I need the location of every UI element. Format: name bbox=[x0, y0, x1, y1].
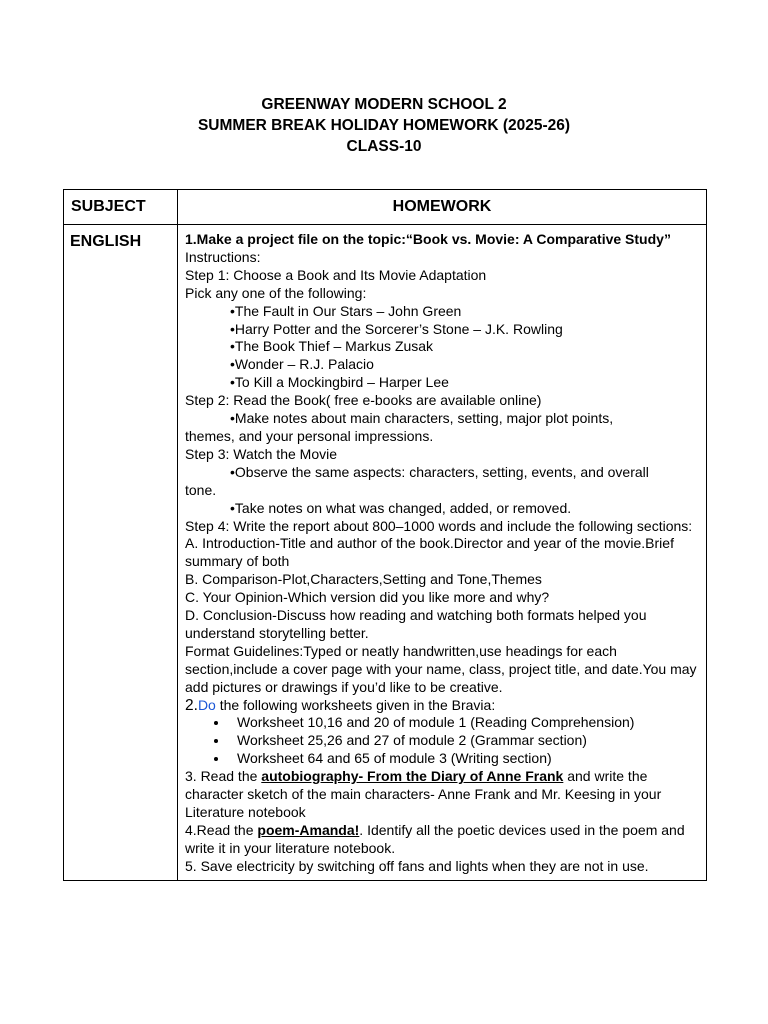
subject-cell: ENGLISH bbox=[64, 225, 178, 881]
book-option: •The Fault in Our Stars – John Green bbox=[230, 302, 462, 319]
book-option: •Wonder – R.J. Palacio bbox=[230, 356, 374, 373]
homework-cell bbox=[178, 225, 707, 881]
section-c: C. Your Opinion-Which version did you like more and why? bbox=[185, 589, 550, 606]
school-name: GREENWAY MODERN SCHOOL 2 bbox=[261, 96, 507, 113]
task-4 bbox=[185, 822, 700, 858]
task-3 bbox=[185, 768, 700, 822]
instructions-label: Instructions: bbox=[185, 248, 261, 265]
book-option: •Harry Potter and the Sorcerer’s Stone – J.K. Rowling bbox=[230, 320, 563, 337]
step-2-note-cont: themes, and your personal impressions. bbox=[185, 427, 434, 444]
subject-column-header: SUBJECT bbox=[64, 190, 178, 225]
section-d: D. Conclusion-Discuss how reading and watching both formats helped you understand storytelling better. bbox=[185, 607, 647, 641]
step-3-note: •Observe the same aspects: characters, setting, events, and overall bbox=[230, 463, 649, 480]
worksheet-list bbox=[185, 714, 700, 768]
task-4-pre: 4.Read the bbox=[185, 821, 258, 838]
task-3-pre: 3. Read the bbox=[185, 768, 262, 785]
book-option: •The Book Thief – Markus Zusak bbox=[230, 338, 434, 355]
document-header bbox=[0, 94, 768, 157]
homework-column-header: HOMEWORK bbox=[178, 190, 707, 225]
step-3-note-2: •Take notes on what was changed, added, or removed. bbox=[230, 499, 572, 516]
list-item: • Worksheet 64 and 65 of module 3 (Writing section) bbox=[229, 750, 700, 768]
class-label: CLASS-10 bbox=[346, 138, 422, 155]
task-3-post: and write the character sketch of the main characters- Anne Frank and Mr. Keesing in your Literature notebook bbox=[185, 768, 662, 820]
pick-text: Pick any one of the following: bbox=[185, 284, 367, 301]
step-3: Step 3: Watch the Movie bbox=[185, 445, 337, 462]
step-3-note-cont: tone. bbox=[185, 481, 217, 498]
book-option: •To Kill a Mockingbird – Harper Lee bbox=[230, 374, 449, 391]
task-1-title: 1.Make a project file on the topic:“Book vs. Movie: A Comparative Study” bbox=[185, 231, 671, 247]
task-2-text: the following worksheets given in the Bravia: bbox=[215, 696, 496, 713]
homework-table bbox=[63, 189, 707, 881]
step-4: Step 4: Write the report about 800–1000 words and include the following sections: bbox=[185, 517, 693, 534]
step-2-note: •Make notes about main characters, setting, major plot points, bbox=[230, 410, 614, 427]
table-header-row bbox=[64, 190, 707, 225]
task-4-post: . Identify all the poetic devices used in the poem and write it in your literature notebook. bbox=[185, 821, 685, 856]
task-5: 5. Save electricity by switching off fans and lights when they are not in use. bbox=[185, 857, 649, 874]
step-2: Step 2: Read the Book( free e-books are available online) bbox=[185, 392, 542, 409]
amanda-poem-title: poem-Amanda! bbox=[257, 821, 360, 838]
list-item: • Worksheet 10,16 and 20 of module 1 (Reading Comprehension) bbox=[229, 714, 700, 732]
task-2-do: Do bbox=[197, 696, 216, 713]
section-b: B. Comparison-Plot,Characters,Setting and Tone,Themes bbox=[185, 571, 542, 588]
homework-title: SUMMER BREAK HOLIDAY HOMEWORK (2025-26) bbox=[197, 117, 571, 134]
task-2 bbox=[185, 697, 700, 715]
list-item: • Worksheet 25,26 and 27 of module 2 (Grammar section) bbox=[229, 732, 700, 750]
step-1: Step 1: Choose a Book and Its Movie Adaptation bbox=[185, 266, 487, 283]
anne-frank-title: autobiography- From the Diary of Anne Frank bbox=[261, 768, 564, 785]
section-a: A. Introduction-Title and author of the book.Director and year of the movie.Brief summary of both bbox=[185, 535, 674, 570]
table-row bbox=[64, 225, 707, 881]
task-2-number: 2. bbox=[185, 696, 198, 714]
format-guidelines: Format Guidelines:Typed or neatly handwritten,use headings for each section,include a cover page with your name, class, project title, and date.You may add pictures or drawings if you’d like to be creative. bbox=[185, 642, 697, 695]
